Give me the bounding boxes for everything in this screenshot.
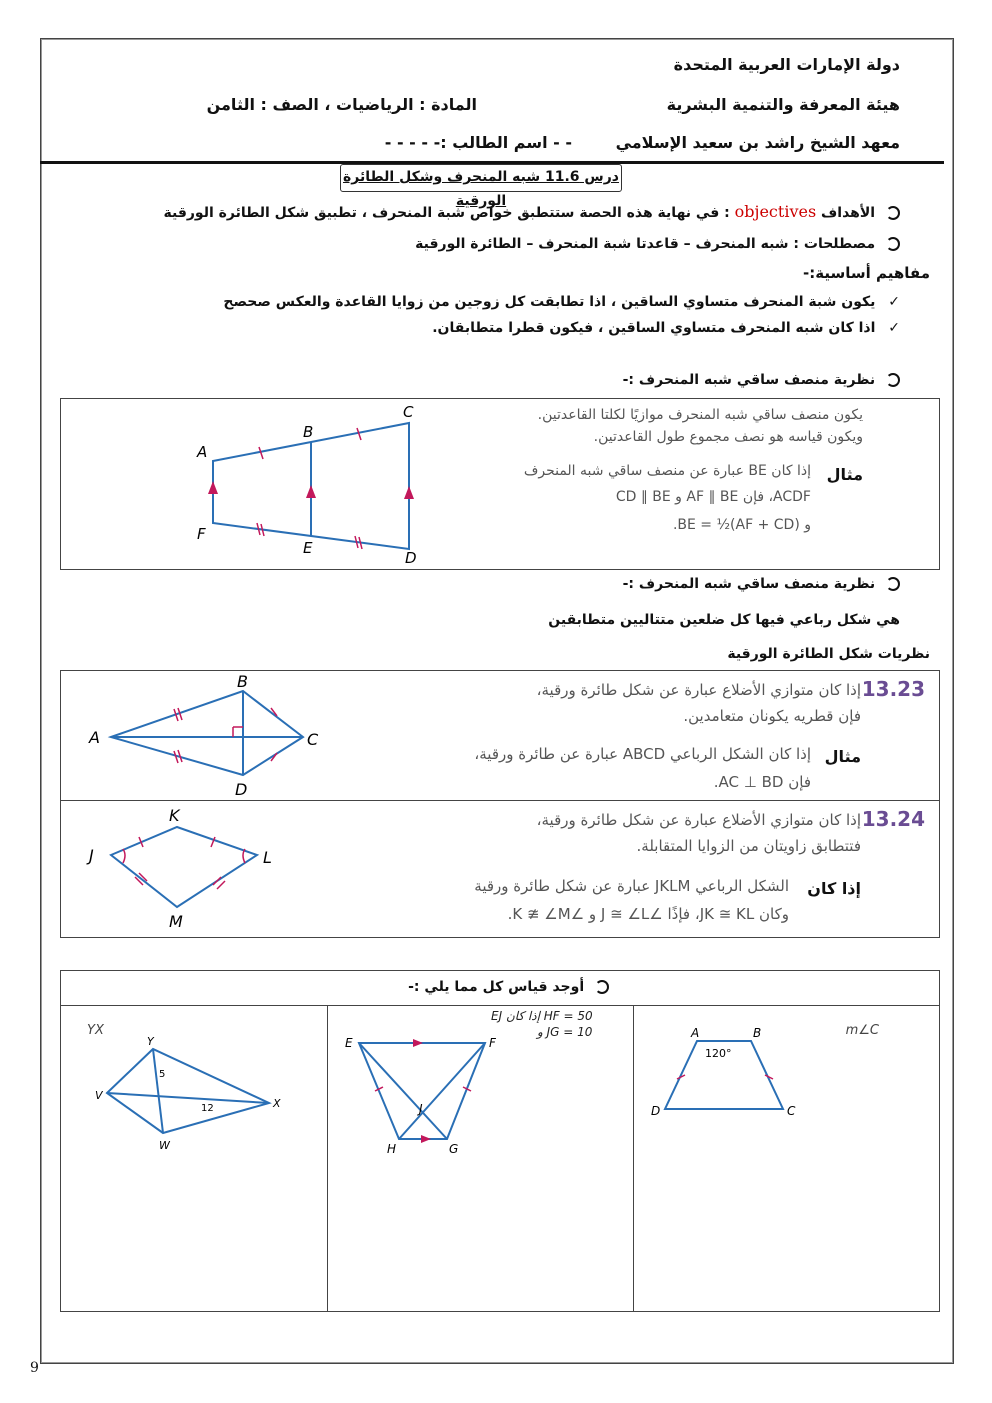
check-icon: ✓	[888, 320, 900, 336]
label-D: D	[235, 780, 248, 799]
theorem-13-24-example-1: الشكل الرباعي JKLM عبارة عن شكل طائرة ورقية	[474, 877, 789, 895]
theorem-13-23-example-2: فإن AC ⊥ BD.	[713, 773, 811, 791]
problem-3-label: YX	[87, 1023, 104, 1038]
exercises-header-divider	[61, 1005, 939, 1006]
theorem-13-23-text-1: إذا كان متوازي الأضلاع عبارة عن شكل طائرة ورقية،	[536, 681, 861, 699]
label-K: K	[169, 806, 180, 825]
theorem-13-23-example-label: مثال	[824, 747, 861, 766]
page-number: 9	[30, 1360, 39, 1376]
check-icon: ✓	[888, 294, 900, 310]
school-name: معهد الشيخ راشد بن سعيد الإسلامي	[615, 133, 900, 152]
concept-item-2	[432, 320, 900, 336]
objectives-english: objectives	[734, 202, 817, 221]
label-C: C	[307, 730, 319, 749]
label-A: A	[691, 1026, 700, 1040]
problem-2-figure	[339, 1031, 539, 1161]
theorem-13-24-example-label: إذا كان	[807, 879, 861, 898]
trapezoid-figure	[181, 399, 601, 569]
label-Y: Y	[147, 1035, 154, 1048]
label-M: M	[169, 912, 183, 931]
lesson-title: درس 11.6 شبه المنحرف وشكل الطائرة الورقية	[340, 164, 622, 192]
theorem-number-13-24: 13.24	[861, 807, 925, 831]
label-B: B	[237, 672, 248, 691]
example-text-1: إذا كان BE عبارة عن منصف ساقي شبه المنحرف	[523, 463, 811, 479]
example-text-2: ACDF، فإن AF ∥ BE و CD ∥ BE	[615, 489, 811, 505]
label-D: D	[651, 1104, 661, 1118]
label-E: E	[303, 539, 313, 557]
exercises-col-divider-1	[327, 1006, 328, 1311]
label-B: B	[753, 1026, 762, 1040]
subject-grade: المادة : الرياضيات ، الصف : الثامن	[206, 95, 477, 114]
label-B: B	[303, 423, 314, 441]
kite-title: نظرية منصف ساقي شبه المنحرف :-	[622, 576, 876, 592]
label-X: X	[273, 1097, 281, 1110]
label-L: L	[263, 848, 272, 867]
theorem-13-23-box	[60, 670, 940, 802]
label-F: F	[197, 525, 206, 543]
bullet-icon	[886, 577, 900, 591]
exercises-title: أوجد قياس كل مما يلي :-	[408, 979, 585, 995]
concept-item-1	[223, 294, 900, 310]
kite-abcd-figure	[81, 671, 341, 801]
label-J: J	[89, 846, 94, 865]
theorem-13-24-example-2: وكان JK ≅ KL، فإذًا ∠J ≅ ∠L و ∠K ≇ ∠M.	[507, 905, 789, 923]
terms-line	[415, 236, 900, 252]
label-E: E	[345, 1036, 353, 1050]
problem-2-given-1: EJ إذا كان HF = 50	[491, 1009, 593, 1023]
length-5: 5	[159, 1069, 166, 1080]
midsegment-title-line	[623, 372, 900, 388]
theorem-number-13-23: 13.23	[861, 677, 925, 701]
label-A: A	[197, 443, 208, 461]
midsegment-box	[60, 398, 940, 570]
theorem-13-23-example-1: إذا كان الشكل الرباعي ABCD عبارة عن طائرة ورقية،	[474, 745, 811, 763]
kite-title-line	[623, 576, 900, 592]
exercises-box	[60, 970, 940, 1312]
angle-label: 120°	[705, 1047, 732, 1060]
label-G: G	[449, 1142, 459, 1156]
kite-jklm-figure	[73, 801, 333, 937]
bullet-icon	[886, 206, 900, 220]
length-12: 12	[201, 1103, 214, 1114]
problem-2-given-2: و JG = 10	[537, 1025, 593, 1039]
theorem-13-24-box	[60, 800, 940, 938]
label-W: W	[159, 1139, 170, 1152]
label-A: A	[89, 728, 100, 747]
kite-theorems-title: نظريات شكل الطائرة الورقية	[727, 646, 930, 662]
concepts-title: مفاهيم أساسية:-	[803, 264, 930, 282]
example-label: مثال	[826, 465, 863, 484]
label-J: J	[419, 1102, 423, 1116]
theorem-13-24-text-1: إذا كان متوازي الأضلاع عبارة عن شكل طائرة ورقية،	[536, 811, 861, 829]
concept-text-2: اذا كان شبه المنحرف متساوي الساقين ، فيكون قطرا متطابقان.	[432, 320, 876, 336]
objectives-line	[163, 202, 900, 221]
concept-text-1: يكون شبة المنحرف متساوي الساقين ، اذا تطابقت كل زوجين من زوايا القاعدة والعكس صحصح	[223, 294, 876, 310]
midsegment-text-1: يكون منصف ساقي شبه المنحرف موازيًا لكلتا القاعدتين.	[537, 407, 863, 423]
problem-1-label: m∠C	[845, 1023, 879, 1038]
label-D: D	[405, 549, 417, 567]
label-V: V	[95, 1089, 103, 1102]
authority-name: هيئة المعرفة والتنمية البشرية	[666, 95, 900, 114]
bullet-icon	[595, 980, 609, 994]
kite-definition: هي شكل رباعي فيها كل ضلعين متتاليين متطابقين	[548, 612, 900, 628]
theorem-13-24-text-2: فتتطابق زاويتان من الزوايا المتقابلة.	[636, 837, 861, 855]
label-F: F	[489, 1036, 496, 1050]
objectives-text: : في نهاية هذه الحصة ستتطبق خواص شبة المنحرف ، تطبيق شكل الطائرة الورقية	[163, 205, 730, 221]
label-C: C	[787, 1104, 796, 1118]
student-name-field: - - اسم الطالب :- - - - -	[384, 133, 572, 152]
label-C: C	[403, 403, 414, 421]
bullet-icon	[886, 237, 900, 251]
label-H: H	[387, 1142, 397, 1156]
midsegment-title: نظرية منصف ساقي شبه المنحرف :-	[622, 372, 876, 388]
problem-1-figure	[647, 1021, 837, 1131]
objectives-label: الأهداف	[821, 205, 876, 221]
bullet-icon	[886, 373, 900, 387]
theorem-13-23-text-2: فإن قطريه يكونان متعامدين.	[683, 707, 861, 725]
terms-text: مصطلحات : شبه المنحرف – قاعدتا شبة المنحرف – الطائرة الورقية	[415, 236, 876, 252]
country-name: دولة الإمارات العربية المتحدة	[673, 55, 900, 74]
problem-3-figure	[91, 1033, 311, 1163]
exercises-col-divider-2	[633, 1006, 634, 1311]
midsegment-text-2: ويكون قياسه هو نصف مجموع طول القاعدتين.	[593, 429, 863, 445]
example-text-3: و BE = ½(AF + CD).	[672, 517, 811, 533]
exercises-title-line	[408, 979, 609, 995]
